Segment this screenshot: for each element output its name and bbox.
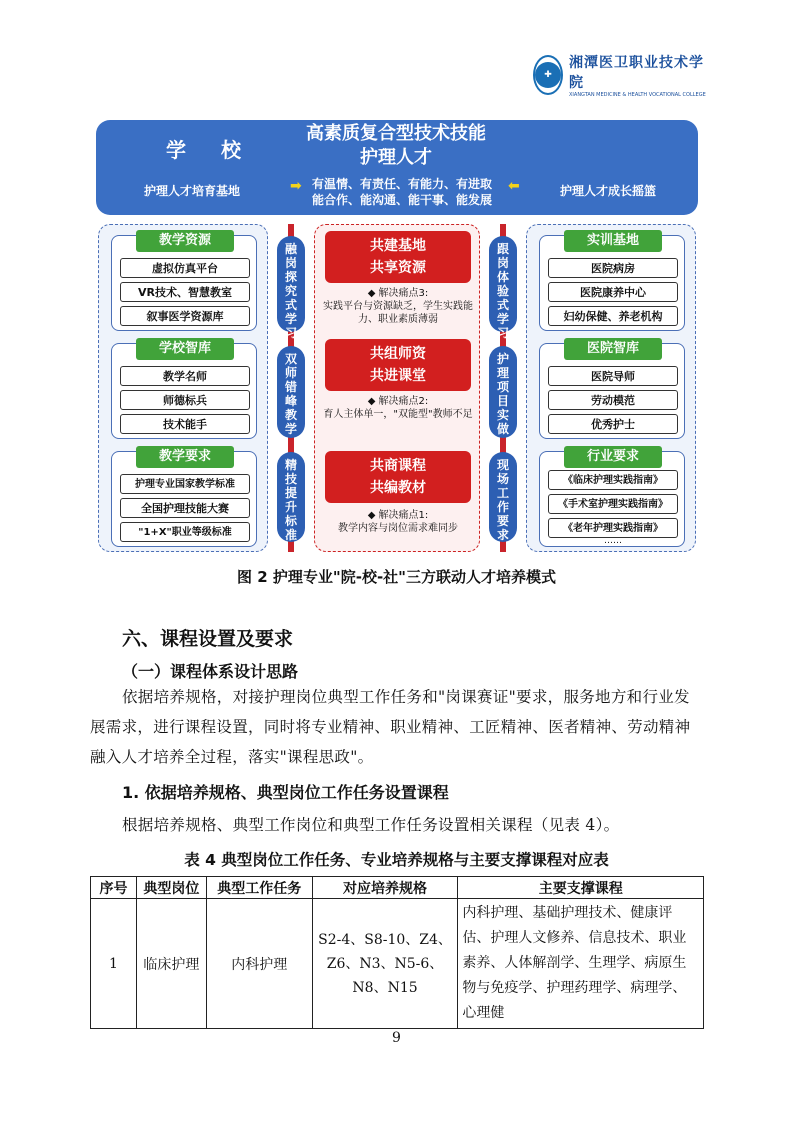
- group-item: VR技术、智慧教室: [120, 282, 250, 302]
- group-item: 教学名师: [120, 366, 250, 386]
- group-item: 全国护理技能大赛: [120, 498, 250, 518]
- group-item: "1+X"职业等级标准: [120, 522, 250, 542]
- joint-box-2: [325, 339, 471, 391]
- logo-name-en: XIANGTAN MEDICINE & HEALTH VOCATIONAL COLLEGE: [569, 92, 706, 98]
- joint-box-line2: 共进课堂: [370, 368, 426, 384]
- banner-qualities-line1: 有温情、有责任、有能力、有进取: [312, 177, 493, 191]
- arrow-right-icon: ➡: [290, 178, 302, 194]
- group-item: 《手术室护理实践指南》: [548, 494, 678, 514]
- header-courses: 主要支撑课程: [458, 877, 704, 899]
- joint-box-line2: 共享资源: [370, 260, 426, 276]
- joint-box-1: [325, 231, 471, 283]
- tag-left-1: 融 岗 探 究 式 学 习: [277, 236, 305, 332]
- joint-box-line2: 共编教材: [370, 480, 426, 496]
- cell-post: 临床护理: [136, 899, 206, 1029]
- group-item: 叙事医学资源库: [120, 306, 250, 326]
- group-item: 劳动模范: [548, 390, 678, 410]
- group-head: 医院智库: [564, 338, 662, 360]
- banner-title: [286, 122, 506, 170]
- cell-courses: 内科护理、基础护理技术、健康评估、护理人文修养、信息技术、职业素养、人体解剖学、生理学、病原生物与免疫学、护理药理学、病理学、心理健: [458, 899, 704, 1029]
- group-head: 教学要求: [136, 446, 234, 468]
- pain-point-2: [321, 395, 475, 421]
- paragraph-table-ref: 根据培养规格、典型工作岗位和典型工作任务设置相关课程（见表 4）。: [122, 816, 620, 834]
- subsection-title: （一）课程体系设计思路: [122, 662, 299, 681]
- course-mapping-table: [90, 876, 704, 1029]
- group-item: 医院导师: [548, 366, 678, 386]
- pain-point-text: 教学内容与岗位需求难同步: [338, 523, 458, 534]
- left-learning-bar: [276, 224, 306, 552]
- logo-name-cn: 湘潭医卫职业技术学院: [569, 55, 704, 91]
- table-header-row: [91, 877, 704, 899]
- pain-point-title: ◆ 解决痛点3:: [367, 288, 429, 299]
- group-item: 护理专业国家教学标准: [120, 474, 250, 494]
- group-item: 《临床护理实践指南》: [548, 470, 678, 490]
- group-item: 优秀护士: [548, 414, 678, 434]
- group-item: 技术能手: [120, 414, 250, 434]
- group-item: 师德标兵: [120, 390, 250, 410]
- joint-box-line1: 共组师资: [370, 346, 426, 362]
- group-item: 《老年护理实践指南》: [548, 518, 678, 538]
- point-heading: 1. 依据培养规格、典型岗位工作任务设置课程: [122, 783, 449, 802]
- joint-box-line1: 共商课程: [370, 458, 426, 474]
- cell-task: 内科护理: [206, 899, 312, 1029]
- pain-point-text: 育人主体单一，"双能型"教师不足: [323, 409, 473, 420]
- school-resources-column: [98, 224, 268, 552]
- group-item: 医院病房: [548, 258, 678, 278]
- banner-right-label: 护理人才成长摇篮: [560, 184, 657, 198]
- group-industry-requirements: [539, 451, 685, 547]
- pain-point-text: 实践平台与资源缺乏，学生实践能力、职业素质薄弱: [323, 301, 473, 325]
- college-logo: [533, 54, 706, 98]
- group-teaching-resources: [111, 235, 257, 331]
- group-item: 妇幼保健、养老机构: [548, 306, 678, 326]
- header-specs: 对应培养规格: [312, 877, 458, 899]
- figure-caption: 图 2 护理专业"院-校-社"三方联动人才培养模式: [237, 568, 556, 586]
- banner-school: 学 校: [166, 138, 255, 162]
- paragraph-design-approach: 依据培养规格，对接护理岗位典型工作任务和"岗课赛证"要求，服务地方和行业发展需求，进行课程设置，同时将专业精神、职业精神、工匠精神、医者精神、劳动精神融入人才培养全过程，落实"课程思政"。: [90, 688, 691, 766]
- page-number: 9: [392, 1030, 401, 1046]
- header-task: 典型工作任务: [206, 877, 312, 899]
- hospital-resources-column: [526, 224, 696, 552]
- cell-specs: S2-4、S8-10、Z4、Z6、N3、N5-6、N8、N15: [312, 899, 458, 1029]
- group-item: 虚拟仿真平台: [120, 258, 250, 278]
- group-item: 医院康养中心: [548, 282, 678, 302]
- banner-left-label: 护理人才培育基地: [144, 184, 241, 198]
- banner-title-line1: 高素质复合型技术技能: [306, 123, 486, 144]
- figure-banner: [96, 120, 698, 215]
- tag-right-3: 现 场 工 作 要 求: [489, 452, 517, 542]
- right-learning-bar: [488, 224, 518, 552]
- group-training-base: [539, 235, 685, 331]
- tag-left-2: 双 师 错 峰 教 学: [277, 346, 305, 438]
- pain-point-title: ◆ 解决痛点1:: [367, 510, 429, 521]
- logo-text: [569, 52, 706, 98]
- joint-box-line1: 共建基地: [370, 238, 426, 254]
- group-head: 学校智库: [136, 338, 234, 360]
- section-title: 六、课程设置及要求: [122, 628, 294, 650]
- pain-point-title: ◆ 解决痛点2:: [367, 396, 429, 407]
- group-hospital-think-tank: [539, 343, 685, 439]
- banner-title-line2: 护理人才: [360, 147, 432, 168]
- group-head: 教学资源: [136, 230, 234, 252]
- header-post: 典型岗位: [136, 877, 206, 899]
- pain-point-3: [321, 287, 475, 326]
- tag-right-2: 护 理 项 目 实 做: [489, 346, 517, 438]
- seal-center: ✚: [535, 62, 561, 88]
- tag-right-1: 跟 岗 体 验 式 学 习: [489, 236, 517, 332]
- table-title: 表 4 典型岗位工作任务、专业培养规格与主要支撑课程对应表: [184, 851, 609, 869]
- group-head: 实训基地: [564, 230, 662, 252]
- more-ellipsis: ……: [604, 536, 622, 546]
- tag-left-3: 精 技 提 升 标 准: [277, 452, 305, 542]
- group-school-think-tank: [111, 343, 257, 439]
- group-head: 行业要求: [564, 446, 662, 468]
- training-model-figure: [96, 120, 698, 555]
- header-no: 序号: [91, 877, 137, 899]
- joint-mechanism-column: [314, 224, 480, 552]
- pain-point-1: [321, 509, 475, 535]
- group-teaching-requirements: [111, 451, 257, 547]
- cell-no: 1: [91, 899, 137, 1029]
- college-seal-icon: [533, 55, 563, 95]
- banner-qualities-line2: 能合作、能沟通、能干事、能发展: [312, 193, 493, 207]
- table-row: [91, 899, 704, 1029]
- banner-qualities: [312, 176, 492, 208]
- arrow-left-icon: ⬅: [508, 178, 520, 194]
- joint-box-3: [325, 451, 471, 503]
